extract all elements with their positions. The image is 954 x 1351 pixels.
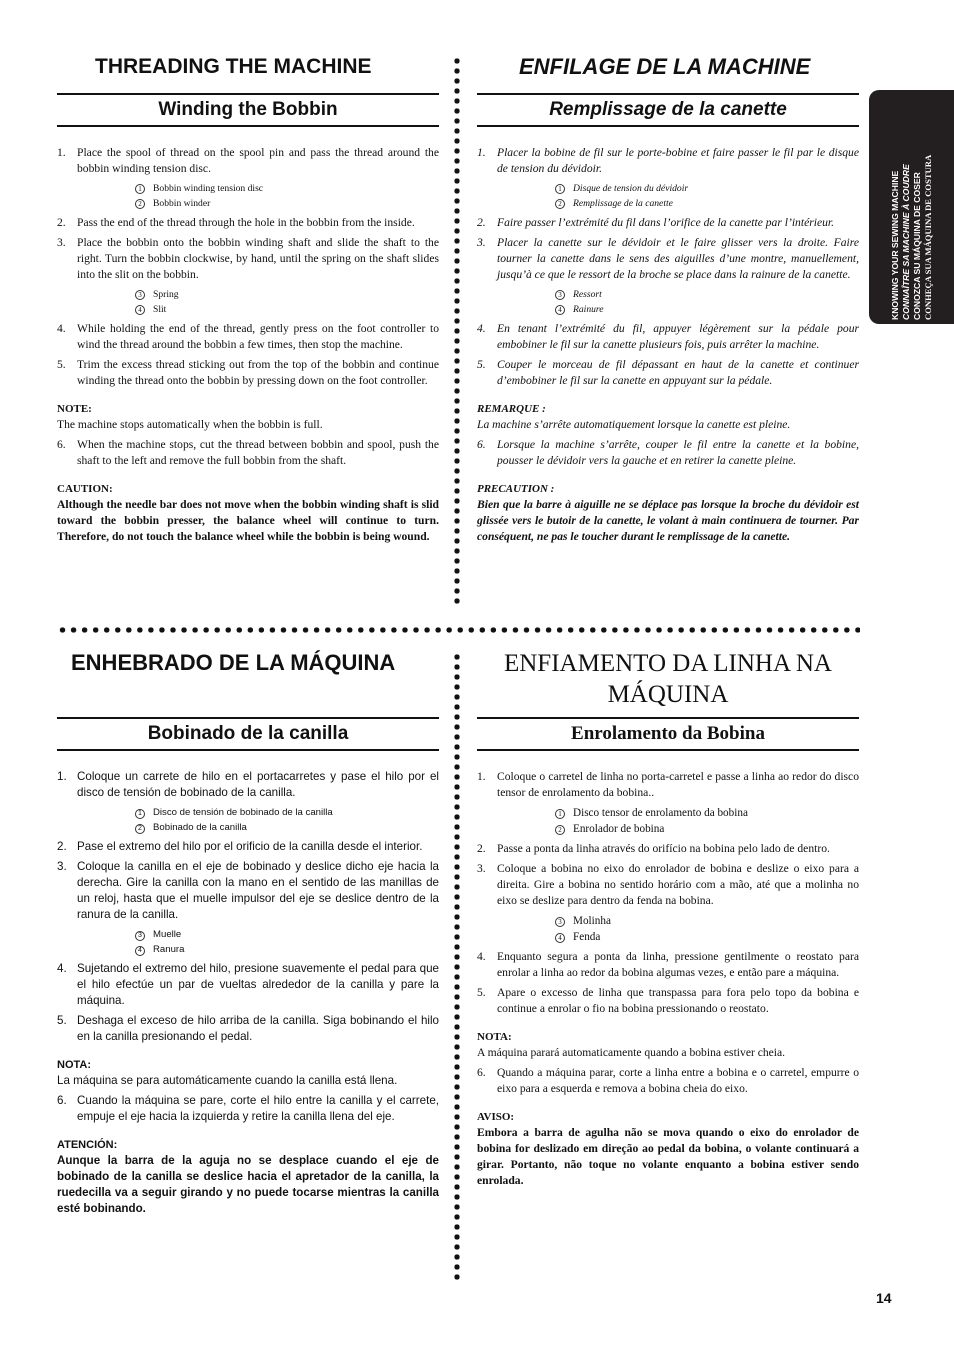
callout-item bbox=[135, 820, 439, 835]
caution-heading: PRECAUTION : bbox=[477, 483, 555, 495]
callout-number-icon: 1 bbox=[135, 184, 145, 194]
step-number: 5. bbox=[57, 358, 66, 371]
note-heading: NOTA: bbox=[477, 1031, 512, 1043]
step-text: Cuando la máquina se pare, corte el hilo entre la canilla y el carrete, empuje el eje hacia la izquierda y retire la canilla llena del eje. bbox=[77, 1094, 439, 1123]
callout-label: Disco de tensión de bobinado de la canilla bbox=[153, 807, 333, 818]
callout-item bbox=[135, 302, 439, 317]
callout-list bbox=[135, 287, 439, 317]
callout-item bbox=[135, 196, 439, 211]
caution-heading: AVISO: bbox=[477, 1111, 515, 1123]
caution-text: Embora a barra de agulha não se mova quando o eixo do enrolador de bobina for deslizado em direção ao pedal da bobina, o volante continuará a girar. Portanto, não toque no volante enquanto a bobina estiver sendo enrolada. bbox=[477, 1126, 859, 1187]
section-body bbox=[477, 145, 859, 545]
callout-number-icon: 4 bbox=[555, 305, 565, 315]
callout-label: Disque de tension du dévidoir bbox=[573, 183, 689, 194]
step-text: Place the bobbin onto the bobbin winding shaft and slide the shaft to the right. Turn the bobbin clockwise, by hand, until the spring on the shaft slides into the slit on the bobbin. bbox=[77, 236, 439, 281]
note-heading: NOTE: bbox=[57, 403, 92, 415]
section-body bbox=[477, 769, 859, 1189]
callout-number-icon: 2 bbox=[135, 824, 145, 834]
caution-text: Bien que la barre à aiguille ne se déplace pas lorsque la broche du dévidoir est glissée vers le butoir de la canette, le volant à main continuera de tourner. Par conséquent, ne pas le toucher durant le remplissage de la canette. bbox=[477, 498, 859, 543]
callout-number-icon: 3 bbox=[555, 917, 565, 927]
step-text: Pass the end of the thread through the hole in the bobbin from the inside. bbox=[77, 216, 415, 229]
caution-heading: CAUTION: bbox=[57, 483, 113, 495]
step-number: 6. bbox=[57, 438, 66, 451]
step-number: 3. bbox=[57, 236, 66, 249]
step-text: While holding the end of the thread, gently press on the foot controller to wind the thread around the bobbin a few times, then stop the machine. bbox=[77, 322, 439, 351]
section-subtitle: Bobinado de la canilla bbox=[57, 717, 439, 751]
callout-number-icon: 3 bbox=[555, 290, 565, 300]
callout-label: Fenda bbox=[573, 931, 601, 943]
section-french bbox=[477, 52, 859, 545]
step-number: 5. bbox=[57, 1014, 67, 1027]
side-tab-line: CONHEÇA SUA MÁQUINA DE COSTURA bbox=[922, 154, 933, 320]
step-text: Quando a máquina parar, corte a linha entre a bobina e o carretel, empurre o eixo para a esquerda e remova a bobina cheia do eixo. bbox=[497, 1066, 859, 1095]
vertical-dotted-divider-bottom bbox=[454, 652, 460, 1284]
callout-number-icon: 2 bbox=[555, 199, 565, 209]
step-item bbox=[477, 235, 859, 283]
step-item bbox=[477, 769, 859, 801]
step-text: Coloque a bobina no eixo do enrolador de bobina e deslize o eixo para a direita. Gire a bobina no sentido horário com a mão, até que a molinha no eixo se deslize para dentro da fenda na bobina. bbox=[497, 862, 859, 907]
step-text: Coloque la canilla en el eje de bobinado y deslice dicho eje hacia la derecha. Gire la canilla con la mano en el sentido de las manillas de un reloj, hasta que el muelle impulsor del eje se deslice dentro de la ranura de la canilla. bbox=[77, 860, 439, 921]
page-number: 14 bbox=[876, 1290, 892, 1306]
callout-label: Bobinado de la canilla bbox=[153, 822, 247, 833]
vertical-dotted-divider-top bbox=[454, 56, 460, 608]
step-item bbox=[477, 985, 859, 1017]
step-item bbox=[57, 215, 439, 231]
step-number: 5. bbox=[477, 358, 486, 371]
step-number: 1. bbox=[477, 146, 486, 159]
callout-list bbox=[555, 805, 859, 837]
callout-label: Rainure bbox=[573, 304, 604, 315]
callout-item bbox=[135, 287, 439, 302]
step-number: 1. bbox=[57, 146, 66, 159]
step-item bbox=[477, 437, 859, 469]
note-text: La máquina se para automáticamente cuando la canilla está llena. bbox=[57, 1074, 398, 1087]
section-body bbox=[57, 145, 439, 545]
callout-number-icon: 3 bbox=[135, 931, 145, 941]
step-text: Pase el extremo del hilo por el orificio de la canilla desde el interior. bbox=[77, 840, 423, 853]
step-text: When the machine stops, cut the thread between bobbin and spool, push the shaft to the left and remove the full bobbin from the shaft. bbox=[77, 438, 439, 467]
step-item bbox=[57, 1093, 439, 1125]
step-text: Coloque o carretel de linha no porta-carretel e passe a linha ao redor do disco tensor de enrolamento da bobina.. bbox=[497, 770, 859, 799]
step-text: Place the spool of thread on the spool pin and pass the thread around the bobbin winding tension disc. bbox=[77, 146, 439, 175]
step-text: Placer la bobine de fil sur le porte-bobine et faire passer le fil par le disque de tension du dévidoir. bbox=[497, 146, 859, 175]
callout-label: Ressort bbox=[573, 289, 602, 300]
callout-number-icon: 2 bbox=[555, 825, 565, 835]
step-item bbox=[477, 841, 859, 857]
side-tab-line: CONOZCA SU MÁQUINA DE COSER bbox=[911, 172, 922, 320]
step-text: Placer la canette sur le dévidoir et le faire glisser vers la droite. Faire tourner la canette dans le sens des aiguilles d’une montre, manuellement, jusqu’à ce que le ressort de la broche se place dans la rainure de la canette. bbox=[497, 236, 859, 281]
section-english bbox=[57, 52, 439, 545]
step-number: 2. bbox=[57, 216, 66, 229]
note-text: The machine stops automatically when the bobbin is full. bbox=[57, 418, 323, 431]
callout-label: Slit bbox=[153, 304, 167, 315]
step-item bbox=[57, 357, 439, 389]
step-number: 3. bbox=[477, 862, 486, 875]
step-number: 4. bbox=[57, 322, 66, 335]
callout-list bbox=[135, 927, 439, 957]
section-subtitle: Remplissage de la canette bbox=[477, 93, 859, 127]
section-subtitle: Enrolamento da Bobina bbox=[477, 717, 859, 751]
step-number: 4. bbox=[57, 962, 67, 975]
callout-list bbox=[135, 805, 439, 835]
step-number: 6. bbox=[477, 438, 486, 451]
caution-text: Although the needle bar does not move when the bobbin winding shaft is slid toward the bobbin presser, the balance wheel will continue to turn. Therefore, do not touch the balance wheel while the bobbin is being wound. bbox=[57, 498, 439, 543]
caution-text: Aunque la barra de la aguja no se desplace cuando el eje de bobinado de la canilla se deslice hacia el apretador de la canilla, la ruedecilla va a seguir girando y no puede tocarse mientras la canilla esté bobinando. bbox=[57, 1154, 439, 1215]
step-item bbox=[57, 859, 439, 923]
callout-label: Bobbin winder bbox=[153, 198, 211, 209]
callout-item bbox=[555, 913, 859, 929]
step-number: 4. bbox=[477, 950, 486, 963]
section-title: ENFIAMENTO DA LINHA NA MÁQUINA bbox=[503, 650, 832, 708]
section-title: THREADING THE MACHINE bbox=[95, 55, 372, 78]
step-text: Trim the excess thread sticking out from the top of the bobbin and continue winding the thread onto the bobbin by pressing down on the foot controller. bbox=[77, 358, 439, 387]
callout-number-icon: 3 bbox=[135, 290, 145, 300]
section-spanish bbox=[57, 648, 439, 1217]
callout-label: Molinha bbox=[573, 915, 611, 927]
callout-label: Remplissage de la canette bbox=[573, 198, 673, 209]
callout-label: Spring bbox=[153, 289, 179, 300]
step-number: 3. bbox=[57, 860, 67, 873]
callout-label: Bobbin winding tension disc bbox=[153, 183, 264, 194]
step-number: 3. bbox=[477, 236, 486, 249]
step-text: Couper le morceau de fil dépassant en haut de la canette et continuer d’embobiner le fil sur la canette en appuyant sur la pédale. bbox=[497, 358, 859, 387]
step-text: Passe a ponta da linha através do orifício na bobina pelo lado de dentro. bbox=[497, 842, 830, 855]
callout-list bbox=[555, 287, 859, 317]
step-number: 2. bbox=[57, 840, 67, 853]
callout-item bbox=[555, 821, 859, 837]
step-item bbox=[57, 769, 439, 801]
step-text: Lorsque la machine s’arrête, couper le fil entre la canette et la bobine, pousser le dévidoir vers la gauche et en retirer la canette pleine. bbox=[497, 438, 859, 467]
callout-item bbox=[555, 805, 859, 821]
step-item bbox=[57, 145, 439, 177]
step-text: Faire passer l’extrémité du fil dans l’orifice de la canette par l’intérieur. bbox=[497, 216, 835, 229]
step-text: Coloque un carrete de hilo en el portacarretes y pase el hilo por el disco de tensión de bobinado de la canilla. bbox=[77, 770, 439, 799]
callout-number-icon: 2 bbox=[135, 199, 145, 209]
step-item bbox=[477, 949, 859, 981]
section-portuguese bbox=[477, 648, 859, 1189]
callout-item bbox=[555, 196, 859, 211]
callout-item bbox=[135, 805, 439, 820]
step-number: 6. bbox=[57, 1094, 67, 1107]
callout-list bbox=[135, 181, 439, 211]
callout-number-icon: 1 bbox=[555, 184, 565, 194]
callout-label: Ranura bbox=[153, 944, 185, 955]
section-title: ENHEBRADO DE LA MÁQUINA bbox=[71, 650, 396, 675]
step-number: 6. bbox=[477, 1066, 486, 1079]
step-item bbox=[477, 1065, 859, 1097]
callout-label: Enrolador de bobina bbox=[573, 823, 665, 835]
step-text: Apare o excesso de linha que transpassa para fora pelo topo da bobina e continue a enrolar o fio na bobina pressionando o reostato. bbox=[497, 986, 859, 1015]
step-item bbox=[477, 215, 859, 231]
step-text: Sujetando el extremo del hilo, presione suavemente el pedal para que el hilo efectúe un par de vueltas alrededor de la canilla y pare la máquina. bbox=[77, 962, 439, 1007]
step-item bbox=[477, 357, 859, 389]
callout-number-icon: 4 bbox=[135, 946, 145, 956]
callout-number-icon: 1 bbox=[135, 809, 145, 819]
note-text: La machine s’arrête automatiquement lorsque la canette est pleine. bbox=[477, 418, 791, 431]
callout-number-icon: 1 bbox=[555, 809, 565, 819]
callout-item bbox=[135, 181, 439, 196]
step-item bbox=[57, 961, 439, 1009]
step-item bbox=[477, 145, 859, 177]
step-item bbox=[57, 1013, 439, 1045]
callout-label: Muelle bbox=[153, 929, 182, 940]
step-text: Enquanto segura a ponta da linha, pressione gentilmente o reostato para enrolar a linha ao redor da bobina algumas vezes, e então pare a máquina. bbox=[497, 950, 859, 979]
note-heading: NOTA: bbox=[57, 1059, 92, 1071]
step-number: 1. bbox=[477, 770, 486, 783]
callout-item bbox=[555, 181, 859, 196]
chapter-side-tab bbox=[869, 90, 954, 324]
step-item bbox=[57, 437, 439, 469]
caution-heading: ATENCIÓN: bbox=[57, 1139, 118, 1151]
step-number: 2. bbox=[477, 216, 486, 229]
callout-item bbox=[555, 287, 859, 302]
callout-item bbox=[555, 302, 859, 317]
callout-list bbox=[555, 181, 859, 211]
callout-label: Disco tensor de enrolamento da bobina bbox=[573, 807, 748, 819]
callout-number-icon: 4 bbox=[555, 933, 565, 943]
step-text: En tenant l’extrémité du fil, appuyer légèrement sur la pédale pour embobiner le fil sur la canette plusieurs fois, puis arrêter la machine. bbox=[497, 322, 859, 351]
callout-item bbox=[135, 927, 439, 942]
callout-item bbox=[135, 942, 439, 957]
note-heading: REMARQUE : bbox=[477, 403, 546, 415]
step-number: 2. bbox=[477, 842, 486, 855]
side-tab-line: KNOWING YOUR SEWING MACHINE bbox=[889, 170, 900, 320]
step-item bbox=[57, 321, 439, 353]
step-item bbox=[57, 235, 439, 283]
step-number: 5. bbox=[477, 986, 486, 999]
section-subtitle: Winding the Bobbin bbox=[57, 93, 439, 127]
callout-item bbox=[555, 929, 859, 945]
section-title: ENFILAGE DE LA MACHINE bbox=[519, 54, 811, 79]
horizontal-dotted-divider bbox=[57, 626, 860, 634]
step-item bbox=[477, 321, 859, 353]
side-tab-line: CONNAÎTRE SA MACHINE À COUDRE bbox=[900, 164, 911, 320]
note-text: A máquina parará automaticamente quando a bobina estiver cheia. bbox=[477, 1046, 786, 1059]
step-item bbox=[477, 861, 859, 909]
step-text: Deshaga el exceso de hilo arriba de la canilla. Siga bobinando el hilo en la canilla presionando el pedal. bbox=[77, 1014, 439, 1043]
step-number: 1. bbox=[57, 770, 67, 783]
section-body bbox=[57, 769, 439, 1217]
step-item bbox=[57, 839, 439, 855]
callout-number-icon: 4 bbox=[135, 305, 145, 315]
callout-list bbox=[555, 913, 859, 945]
step-number: 4. bbox=[477, 322, 486, 335]
